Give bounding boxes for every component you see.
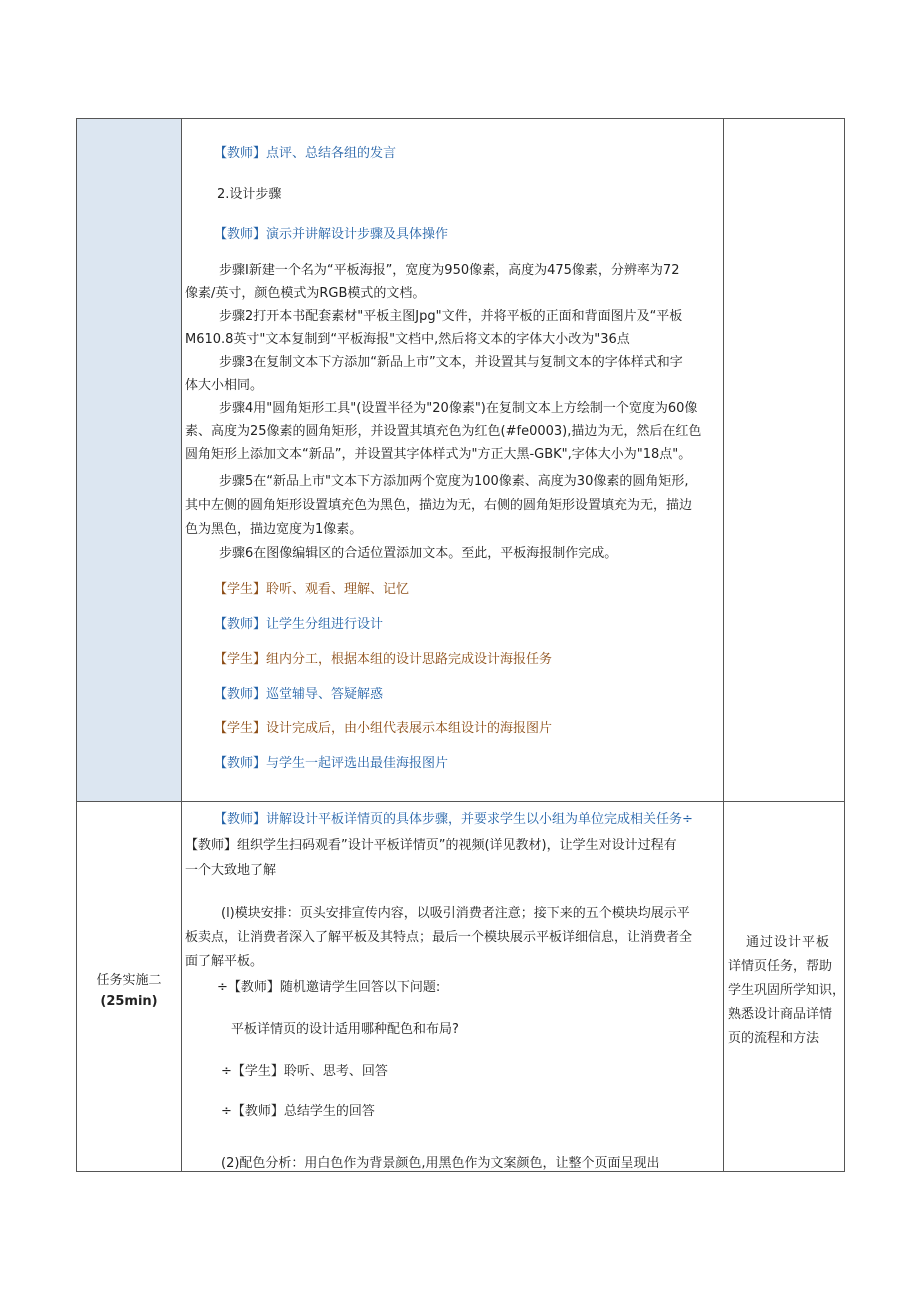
activity-5: 【学生】设计完成后，由小组代表展示本组设计的海报图片 [214, 721, 553, 736]
lesson-table [76, 118, 845, 1172]
row1-label-cell [77, 119, 181, 801]
step-5-line-1: 步骤5在“新品上市"文本下方添加两个宽度为100像素、高度为30像素的圆角矩形, [219, 474, 689, 489]
step-1-line-2: 像素/英寸，颜色模式为RGB模式的文档。 [185, 286, 426, 301]
step-1-line-1: 步骤Ⅰ新建一个名为“平板海报”，宽度为950像素，高度为475像素，分辨率为72 [219, 263, 680, 278]
step-4-line-3: 圆角矩形上添加文本“新品”，并设置其字体样式为"方正大黑-GBK",字体大小为"18点"。 [185, 447, 692, 462]
step-4-line-1: 步骤4用"圆角矩形工具"(设置半径为"20像素")在复制文本上方绘制一个宽度为60像 [219, 401, 698, 416]
column-divider-left [181, 119, 182, 1171]
row2-line-8: 平板详情页的设计适用哪种配色和布局? [231, 1022, 459, 1037]
row2-line-10: ÷【教师】总结学生的回答 [221, 1104, 375, 1119]
activity-4: 【教师】巡堂辅导、答疑解惑 [214, 687, 384, 702]
row2-line-5: 板卖点，让消费者深入了解平板及其特点；最后一个模块展示平板详细信息，让消费者全 [185, 930, 693, 945]
step-3-line-1: 步骤3在复制文本下方添加“新品上市”文本，并设置其与复制文本的字体样式和字 [219, 355, 683, 370]
task-label: 任务实施二 [96, 973, 162, 988]
row1-line-2: 2.设计步骤 [217, 187, 282, 202]
activity-6: 【教师】与学生一起评选出最佳海报图片 [214, 756, 449, 771]
objective-line-3: 学生巩固所学知识， [728, 983, 846, 998]
row2-line-7: ÷【教师】随机邀请学生回答以下问题: [217, 980, 441, 995]
step-2-line-2: M610.8英寸"文本复制到“平板海报"文档中,然后将文本的字体大小改为"36点 [185, 332, 630, 347]
step-4-line-2: 素、高度为25像素的圆角矩形，并设置其填充色为红色(#fe0003),描边为无，然后在红色 [185, 424, 702, 439]
row2-line-3: 一个大致地了解 [185, 863, 277, 878]
activity-3: 【学生】组内分工，根据本组的设计思路完成设计海报任务 [214, 652, 553, 667]
row1-line-3: 【教师】演示并讲解设计步骤及具体操作 [214, 227, 449, 242]
objective-line-2: 详情页任务，帮助 [728, 959, 833, 974]
row2-line-4: (l)模块安排：页头安排宣传内容，以吸引消费者注意；接下来的五个模块均展示平 [221, 906, 690, 921]
step-5-line-3: 色为黑色，描边宽度为1像素。 [185, 522, 363, 537]
activity-2: 【教师】让学生分组进行设计 [214, 617, 384, 632]
row2-line-6: 面了解平板。 [185, 954, 264, 969]
objective-line-5: 页的流程和方法 [728, 1031, 820, 1046]
row1-line-1: 【教师】点评、总结各组的发言 [214, 146, 397, 161]
objective-line-1: 通过设计平板 [746, 935, 831, 950]
step-2-line-1: 步骤2打开本书配套素材"平板主图Jpg"文件，并将平板的正面和背面图片及“平板 [219, 309, 683, 324]
row-divider [77, 801, 844, 802]
step-5-line-2: 其中左侧的圆角矩形设置填充色为黑色，描边为无，右侧的圆角矩形设置填充为无，描边 [185, 498, 693, 513]
step-6-line-1: 步骤6在图像编辑区的合适位置添加文本。至此，平板海报制作完成。 [219, 546, 618, 561]
row2-line-11: (2)配色分析：用白色作为背景颜色,用黑色作为文案颜色，让整个页面呈现出 [221, 1156, 660, 1171]
column-divider-right [723, 119, 724, 1171]
row2-line-2: 【教师】组织学生扫码观看”设计平板详情页”的视频(详见教材)，让学生对设计过程有 [185, 838, 677, 853]
task-duration: (25min) [100, 994, 158, 1009]
objective-note [728, 931, 846, 1051]
row2-line-1: 【教师】讲解设计平板详情页的具体步骤，并要求学生以小组为单位完成相关任务÷ [214, 812, 693, 827]
step-3-line-2: 体大小相同。 [185, 378, 264, 393]
objective-line-4: 熟悉设计商品详情 [728, 1007, 833, 1022]
row2-line-9: ÷【学生】聆听、思考、回答 [221, 1064, 388, 1079]
activity-1: 【学生】聆听、观看、理解、记忆 [214, 582, 410, 597]
